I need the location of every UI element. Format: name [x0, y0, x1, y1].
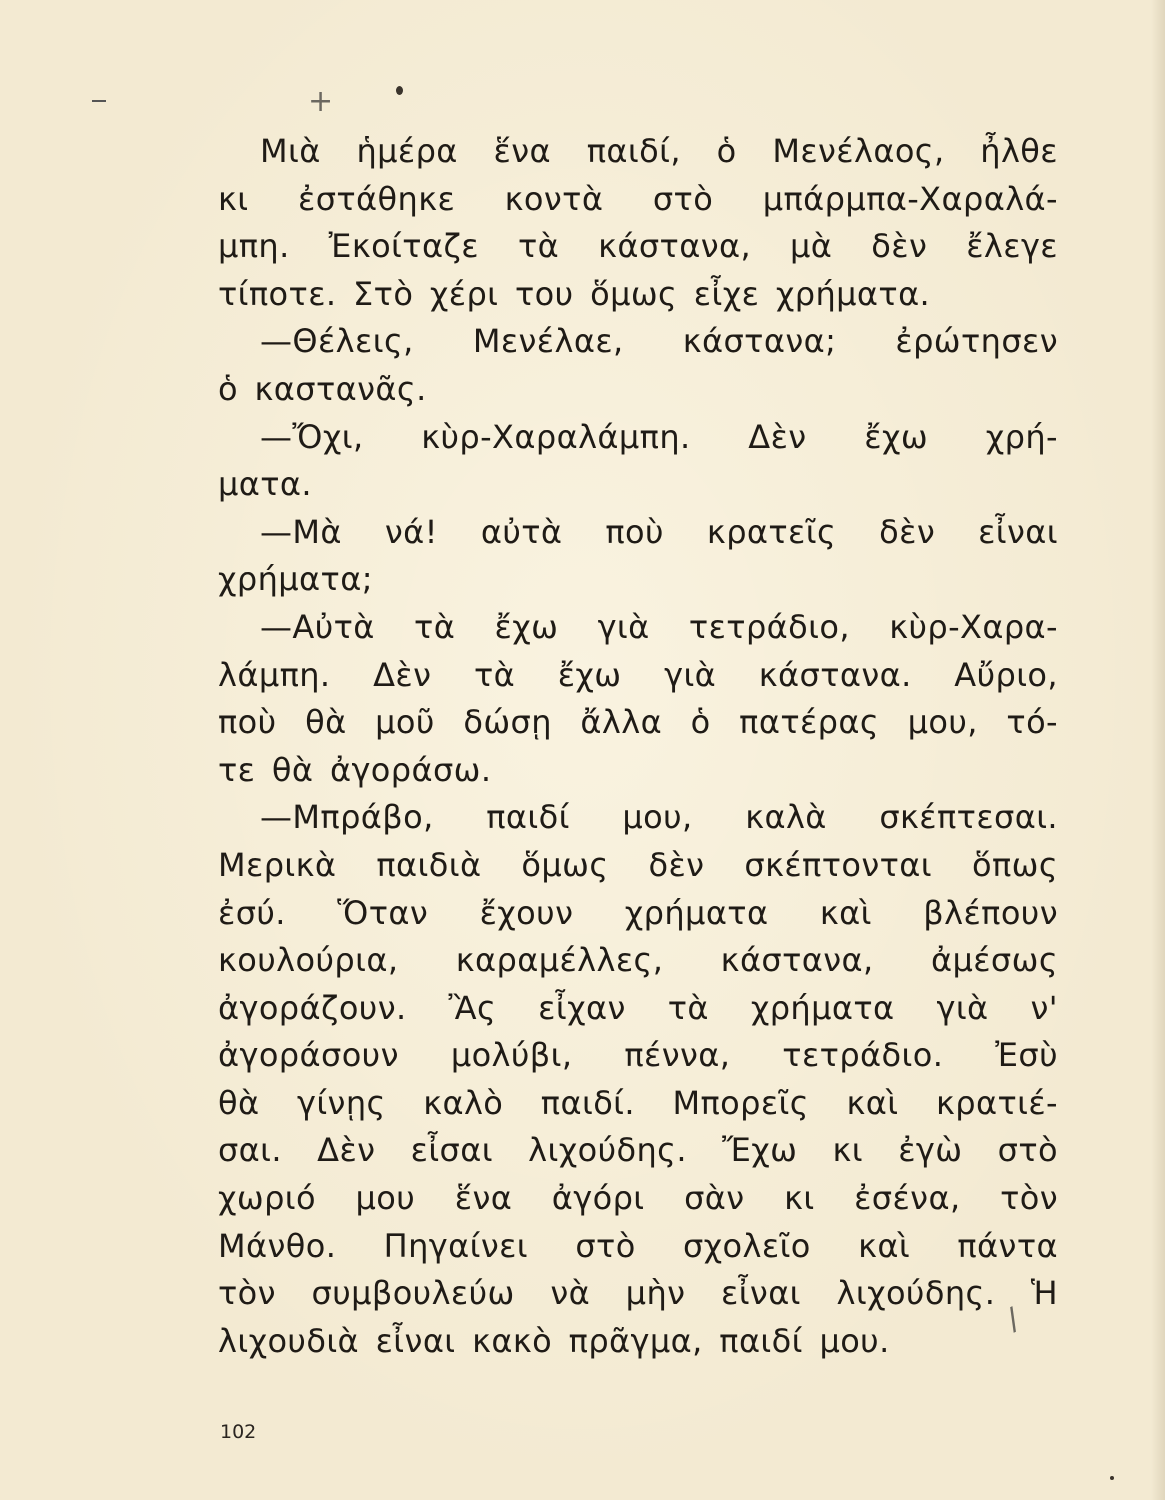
text-line: τε θὰ ἀγοράσω. [218, 750, 492, 789]
page-number: 102 [220, 1421, 257, 1443]
pencil-slash-mark: / [1001, 1301, 1026, 1338]
text-line: λιχουδιὰ εἶναι κακὸ πρᾶγμα, παιδί μου. [218, 1321, 890, 1360]
margin-dash-mark [92, 100, 106, 102]
text-line: ματα. [218, 465, 312, 504]
text-line: Μιὰ ἡμέρα ἕνα παιδί, ὁ Μενέλαος, ἦλθε [260, 132, 1058, 170]
text-line: —Μπράβο, παιδί μου, καλὰ σκέπτεσαι. [260, 798, 1058, 837]
text-line: ἀγοράσουν μολύβι, πέννα, τετράδιο. Ἐσὺ [218, 1036, 1058, 1075]
page-edge-shadow [1151, 0, 1165, 1500]
pencil-cross-mark: + [308, 84, 334, 119]
ink-spot [396, 86, 403, 95]
text-line: ἀγοράζουν. Ἂς εἶχαν τὰ χρήματα γιὰ ν' [218, 988, 1058, 1027]
text-line: ἐσύ. Ὅταν ἔχουν χρήματα καὶ βλέπουν [218, 893, 1058, 932]
text-line: ὁ καστανᾶς. [218, 369, 427, 408]
text-line: κουλούρια, καραμέλλες, κάστανα, ἀμέσως [218, 941, 1058, 980]
text-line: —Ὄχι, κὺρ-Χαραλάμπη. Δὲν ἔχω χρή- [260, 417, 1058, 456]
text-line: μπη. Ἐκοίταζε τὰ κάστανα, μὰ δὲν ἔλεγε [218, 227, 1058, 266]
text-line: σαι. Δὲν εἶσαι λιχούδης. Ἔχω κι ἐγὼ στὸ [218, 1131, 1058, 1170]
text-line: —Θέλεις, Μενέλαε, κάστανα; ἐρώτησεν [260, 322, 1058, 361]
body-text [218, 128, 1058, 1365]
text-line: λάμπη. Δὲν τὰ ἔχω γιὰ κάστανα. Αὔριο, [218, 655, 1058, 694]
text-line: τὸν συμβουλεύω νὰ μὴν εἶναι λιχούδης. Ἡ [218, 1274, 1058, 1313]
text-line: τίποτε. Στὸ χέρι του ὅμως εἶχε χρήματα. [218, 274, 931, 313]
text-line: χρήματα; [218, 560, 373, 599]
text-line: θὰ γίνῃς καλὸ παιδί. Μπορεῖς καὶ κρατιέ- [218, 1083, 1058, 1122]
text-line: ποὺ θὰ μοῦ δώσῃ ἄλλα ὁ πατέρας μου, τό- [218, 703, 1058, 742]
ink-speck [1110, 1476, 1114, 1480]
text-line: χωριό μου ἕνα ἀγόρι σὰν κι ἐσένα, τὸν [218, 1179, 1058, 1218]
text-line: Μάνθο. Πηγαίνει στὸ σχολεῖο καὶ πάντα [218, 1226, 1058, 1265]
text-line: —Μὰ νά! αὐτὰ ποὺ κρατεῖς δὲν εἶναι [260, 512, 1058, 551]
text-line: κι ἐστάθηκε κοντὰ στὸ μπάρμπα-Χαραλά- [218, 179, 1058, 218]
text-line: Μερικὰ παιδιὰ ὅμως δὲν σκέπτονται ὅπως [218, 845, 1058, 884]
text-line: —Αὐτὰ τὰ ἔχω γιὰ τετράδιο, κὺρ-Χαρα- [260, 607, 1058, 646]
